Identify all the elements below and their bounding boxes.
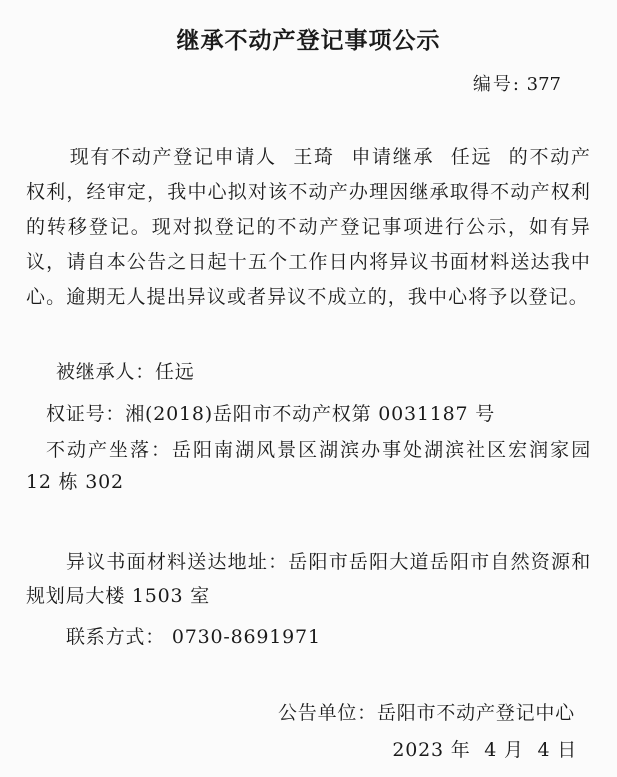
notice-number (473, 70, 561, 96)
body-part1: 现有不动产登记申请人 (69, 146, 277, 168)
body-part3: 的不动产权利，经审定，我中心拟对该不动产办理因继承取得不动产权利的转移登记。现对拟登记的不动产登记事项进行公示，如有异议，请自本公告之日起十五个工作日内将异议书面材料送达我中心。逾期无人提出异议或者异议不成立的，我中心将予以登记。 (26, 146, 592, 308)
contact-line: 联系方式： 0730-8691971 (66, 626, 321, 648)
applicant-name: 王琦 (292, 146, 335, 168)
decedent-name: 任远 (450, 146, 493, 168)
notice-body (26, 140, 591, 315)
issuer-line: 公告单位：岳阳市不动产登记中心 (277, 702, 575, 724)
certificate-line: 权证号：湘(2018)岳阳市不动产权第 0031187 号 (46, 403, 496, 425)
date-line: 2023 年 4 月 4 日 (392, 739, 577, 761)
objection-address-line: 异议书面材料送达地址：岳阳市岳阳大道岳阳市自然资源和规划局大楼 1503 室 (26, 551, 591, 607)
notice-title: 继承不动产登记事项公示 (176, 28, 441, 54)
location-line: 不动产坐落：岳阳南湖风景区湖滨办事处湖滨社区宏润家园 12 栋 302 (26, 439, 591, 493)
decedent-line: 被继承人：任远 (56, 361, 195, 383)
number-label: 编号: (472, 74, 521, 95)
body-part2: 申请继承 (350, 146, 435, 168)
number-value: 377 (526, 74, 561, 95)
